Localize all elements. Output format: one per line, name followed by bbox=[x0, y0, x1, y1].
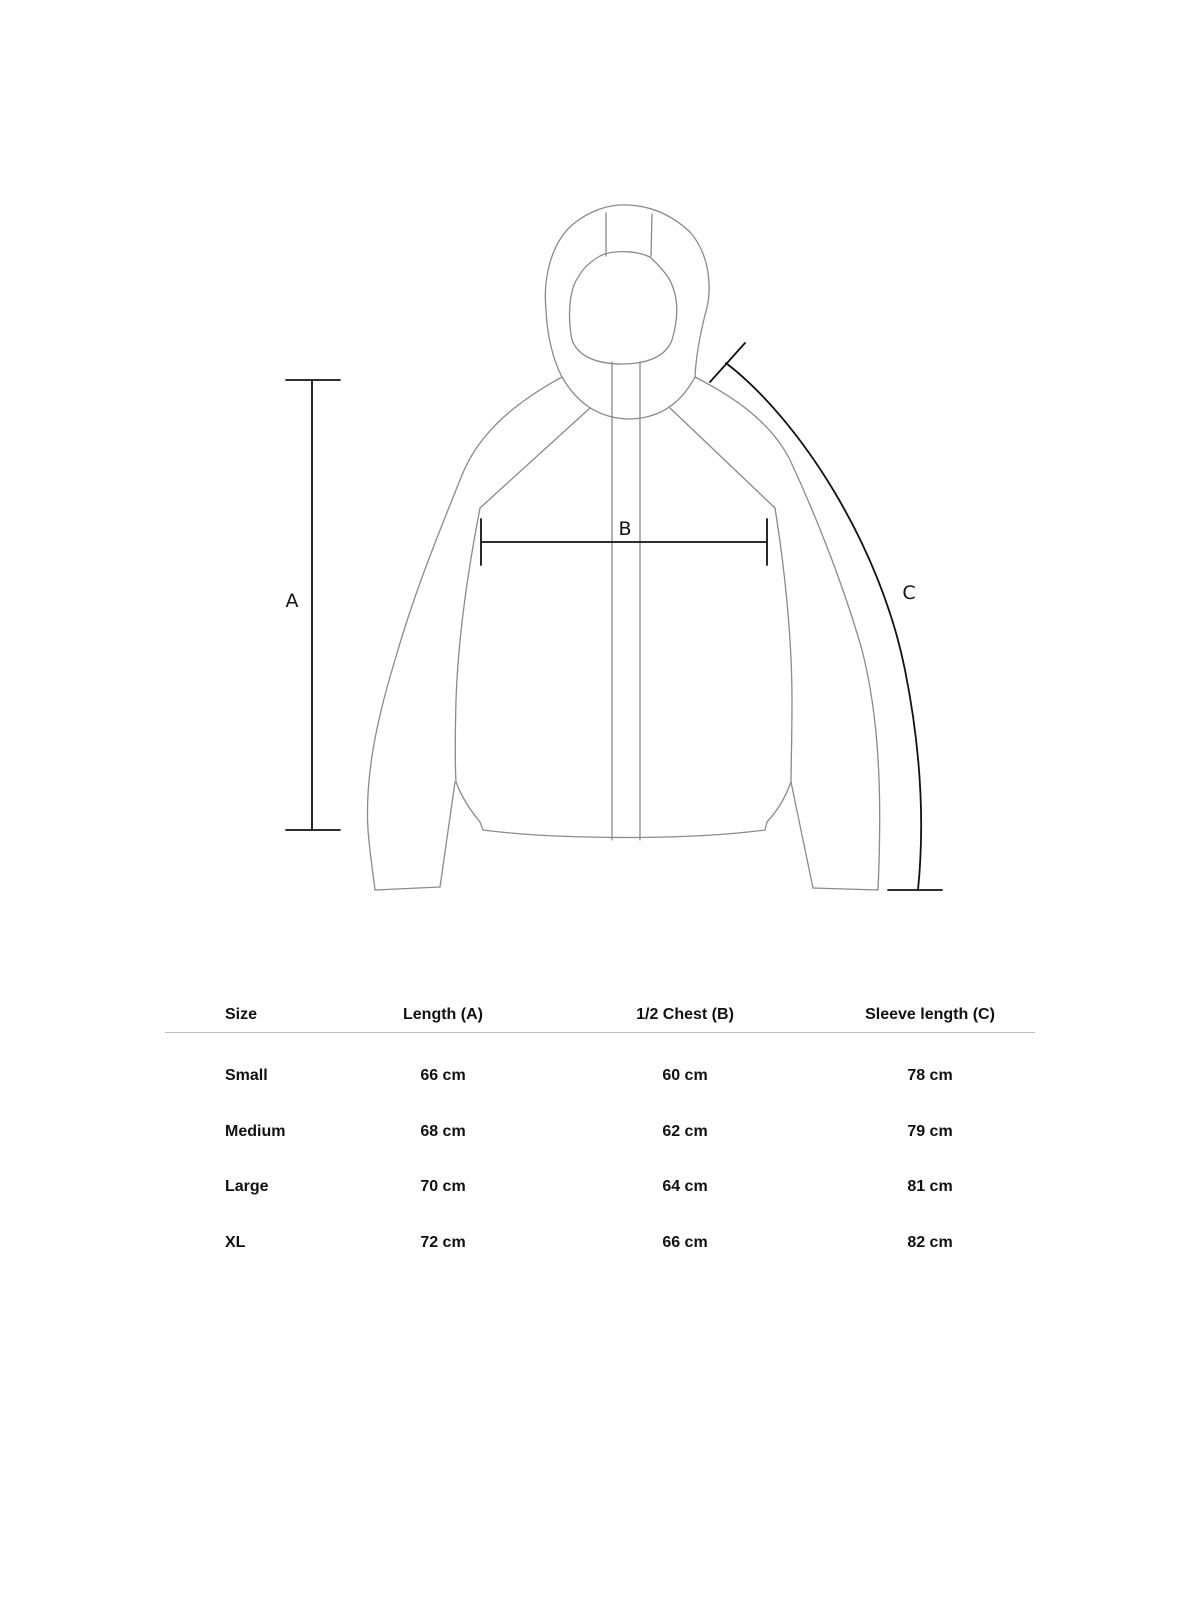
sleeve-cell: 79 cm bbox=[907, 1122, 953, 1140]
chest-cell: 60 cm bbox=[662, 1067, 708, 1084]
length-cell: 70 cm bbox=[420, 1178, 466, 1195]
header-size: Size bbox=[225, 1006, 258, 1023]
header-length: Length (A) bbox=[403, 1006, 483, 1023]
table-row bbox=[165, 1091, 1035, 1147]
size-cell: Large bbox=[225, 1178, 269, 1195]
sleeve-measure-arc bbox=[726, 363, 921, 890]
length-cell: 66 cm bbox=[420, 1067, 466, 1084]
jacket-outline bbox=[367, 205, 879, 890]
length-cell: 72 cm bbox=[420, 1233, 466, 1251]
table-row bbox=[165, 1202, 1035, 1258]
table-header-row bbox=[165, 996, 1035, 1033]
chest-label: B bbox=[618, 518, 632, 540]
sleeve-cell: 82 cm bbox=[907, 1233, 953, 1251]
size-cell: Small bbox=[225, 1067, 268, 1084]
sleeve-cell: 78 cm bbox=[907, 1067, 953, 1084]
measurement-lines bbox=[286, 343, 942, 890]
sleeve-measure-top-tick bbox=[710, 343, 745, 382]
header-sleeve: Sleeve length (C) bbox=[865, 1006, 995, 1023]
chest-cell: 64 cm bbox=[662, 1178, 708, 1195]
table-row bbox=[165, 1035, 1035, 1091]
size-cell: XL bbox=[225, 1233, 246, 1251]
header-chest: 1/2 Chest (B) bbox=[636, 1006, 734, 1023]
table-row bbox=[165, 1146, 1035, 1202]
sleeve-cell: 81 cm bbox=[907, 1178, 953, 1195]
chest-cell: 66 cm bbox=[662, 1233, 708, 1251]
length-label: A bbox=[285, 590, 299, 612]
size-cell: Medium bbox=[225, 1122, 286, 1140]
sleeve-label: C bbox=[902, 582, 916, 604]
length-cell: 68 cm bbox=[420, 1122, 466, 1140]
size-chart-table bbox=[165, 996, 1035, 1257]
chest-cell: 62 cm bbox=[662, 1122, 708, 1140]
